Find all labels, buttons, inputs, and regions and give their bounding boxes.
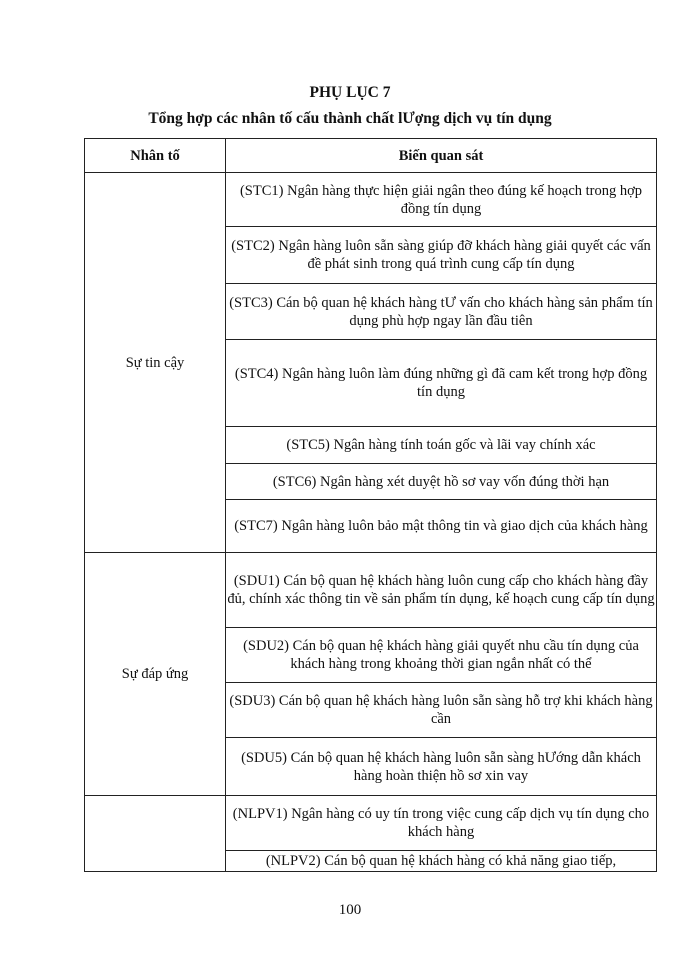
observed-variable: (SDU1) Cán bộ quan hệ khách hàng luôn cung cấp cho khách hàng đầy đủ, chính xác thông tin về sản phẩm tín dụng, kế hoạch cung cấp tín dụng xyxy=(226,553,657,628)
table-row xyxy=(85,796,657,851)
factor-cell: Sự tin cậy xyxy=(85,173,226,553)
observed-variable: (STC1) Ngân hàng thực hiện giải ngân theo đúng kế hoạch trong hợp đồng tín dụng xyxy=(226,173,657,227)
observed-variable: (NLPV1) Ngân hàng có uy tín trong việc cung cấp dịch vụ tín dụng cho khách hàng xyxy=(226,796,657,851)
observed-variable: (STC6) Ngân hàng xét duyệt hồ sơ vay vốn đúng thời hạn xyxy=(226,464,657,500)
appendix-heading: PHỤ LỤC 7 xyxy=(309,84,391,101)
factors-table xyxy=(84,138,657,872)
page-number: 100 xyxy=(338,902,362,918)
table-row xyxy=(85,553,657,628)
observed-variable: (STC5) Ngân hàng tính toán gốc và lãi vay chính xác xyxy=(226,427,657,464)
table-row xyxy=(85,173,657,227)
observed-variable: (SDU2) Cán bộ quan hệ khách hàng giải quyết nhu cầu tín dụng của khách hàng trong khoảng thời gian ngắn nhất có thể xyxy=(226,628,657,683)
observed-variable: (STC3) Cán bộ quan hệ khách hàng tƯ vấn cho khách hàng sản phẩm tín dụng phù hợp ngay lần đầu tiên xyxy=(226,284,657,340)
observed-variable: (NLPV2) Cán bộ quan hệ khách hàng có khả năng giao tiếp, xyxy=(226,851,657,872)
header-observed-variable: Biến quan sát xyxy=(226,139,657,173)
header-factor: Nhân tố xyxy=(85,139,226,173)
factor-cell xyxy=(85,796,226,872)
factor-cell: Sự đáp ứng xyxy=(85,553,226,796)
table-header-row xyxy=(85,139,657,173)
observed-variable: (STC2) Ngân hàng luôn sẵn sàng giúp đỡ khách hàng giải quyết các vấn đề phát sinh trong quá trình cung cấp tín dụng xyxy=(226,227,657,284)
observed-variable: (SDU3) Cán bộ quan hệ khách hàng luôn sẵn sàng hỗ trợ khi khách hàng cần xyxy=(226,683,657,738)
observed-variable: (SDU5) Cán bộ quan hệ khách hàng luôn sẵn sàng hƯớng dẫn khách hàng hoàn thiện hồ sơ xin vay xyxy=(226,738,657,796)
table-title: Tổng hợp các nhân tố cấu thành chất lƯợng dịch vụ tín dụng xyxy=(148,110,552,127)
observed-variable: (STC7) Ngân hàng luôn bảo mật thông tin và giao dịch của khách hàng xyxy=(226,500,657,553)
observed-variable: (STC4) Ngân hàng luôn làm đúng những gì đã cam kết trong hợp đồng tín dụng xyxy=(226,340,657,427)
